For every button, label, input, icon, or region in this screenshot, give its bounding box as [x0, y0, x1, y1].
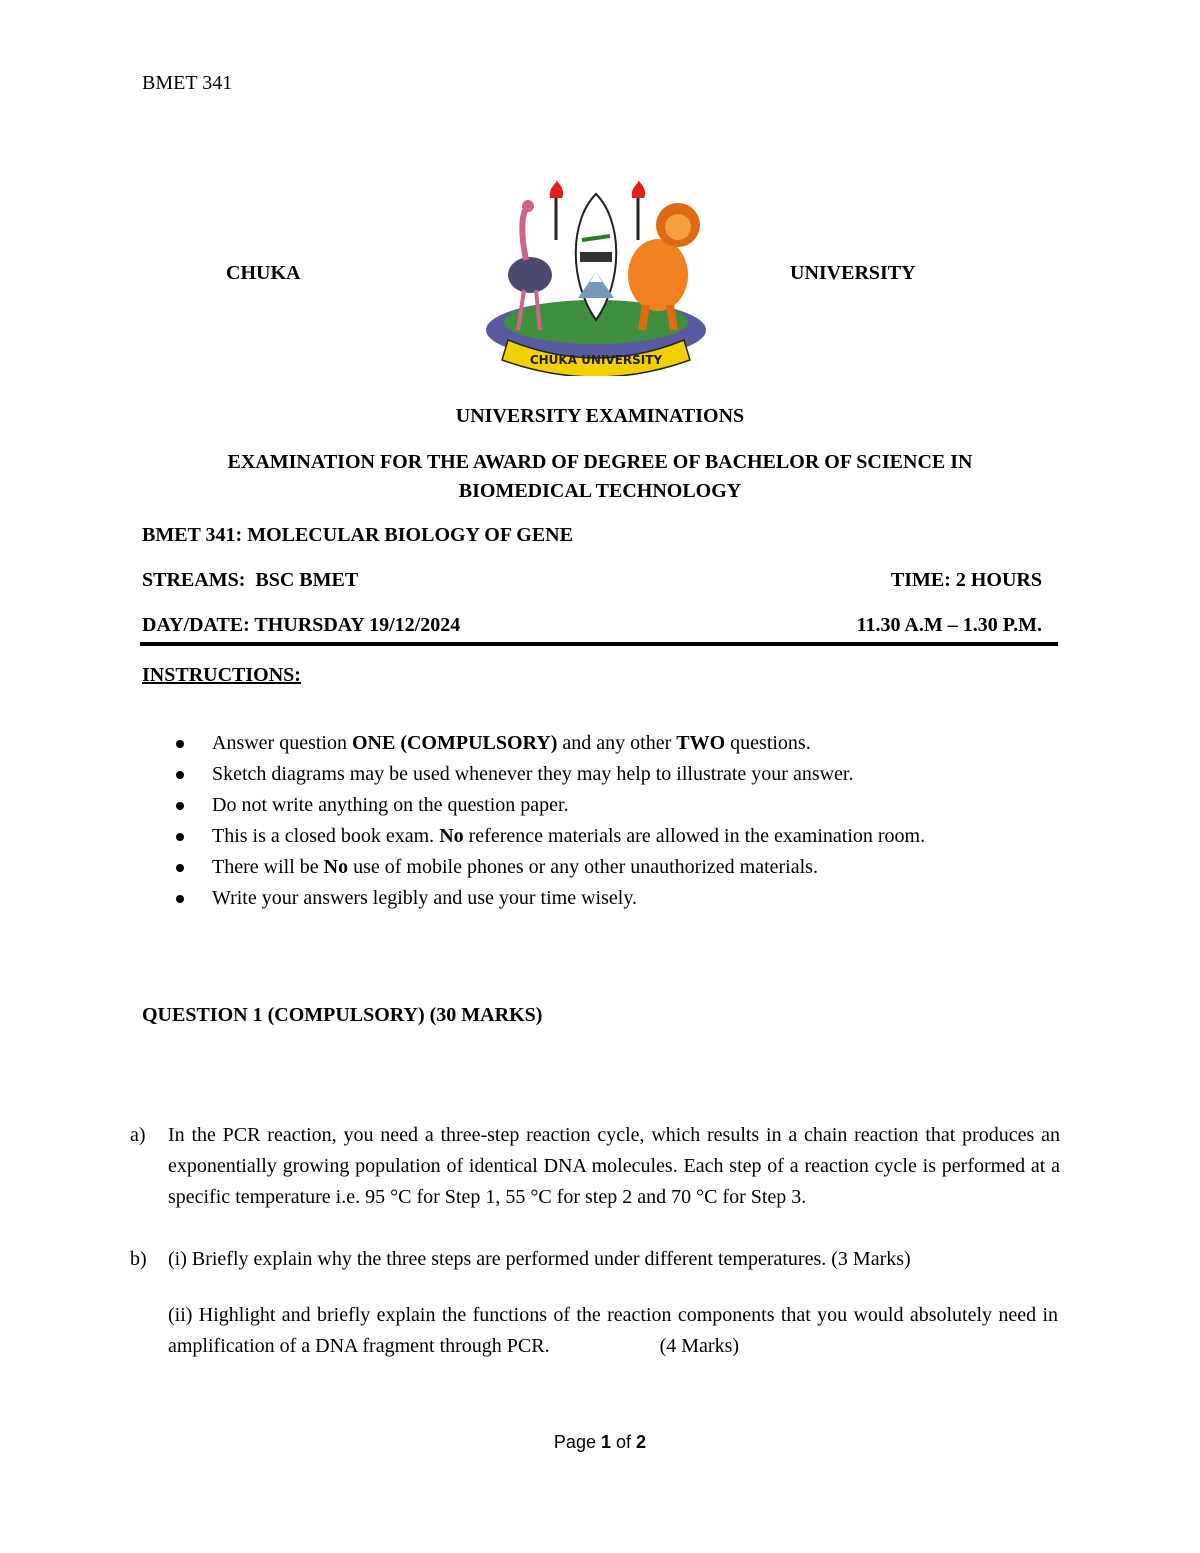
- time-label: TIME: 2 HOURS: [890, 569, 1042, 591]
- instructions-title: INSTRUCTIONS:: [142, 664, 301, 686]
- instruction-item: Do not write anything on the question paper.: [142, 790, 1062, 821]
- question-1b-i-text: (i) Briefly explain why the three steps are performed under different temperatures. (3 Marks): [168, 1248, 911, 1270]
- header-course-code: BMET 341: [142, 72, 233, 94]
- exam-title: UNIVERSITY EXAMINATIONS: [455, 405, 745, 427]
- header-divider: [140, 642, 1058, 646]
- footer-of-word: of: [616, 1432, 632, 1452]
- question-1b-ii: [168, 1300, 1058, 1362]
- instruction-item: Write your answers legibly and use your time wisely.: [142, 883, 1062, 914]
- instructions-list: [142, 728, 1062, 914]
- streams-label: STREAMS: BSC BMET: [142, 569, 359, 591]
- university-crest-logo: [478, 180, 714, 376]
- day-date-label: DAY/DATE: THURSDAY 19/12/2024: [142, 614, 461, 636]
- award-line-2: BIOMEDICAL TECHNOLOGY: [458, 480, 742, 502]
- footer-page-total: 2: [636, 1432, 647, 1452]
- streams-time-row: [142, 569, 1042, 592]
- date-hours-row: [142, 614, 1042, 637]
- question-1b-ii-text: (ii) Highlight and briefly explain the functions of the reaction components that you would absolutely need in amplification of a DNA fragment through PCR.: [168, 1304, 1058, 1357]
- instruction-item: This is a closed book exam. No reference materials are allowed in the examination room.: [142, 821, 1062, 852]
- instruction-item: Answer question ONE (COMPULSORY) and any other TWO questions.: [142, 728, 1062, 759]
- university-name-left: CHUKA: [226, 262, 301, 284]
- question-1a: [130, 1120, 1060, 1213]
- question-1b: [130, 1244, 1060, 1275]
- hours-label: 11.30 A.M – 1.30 P.M.: [856, 614, 1042, 636]
- course-title: BMET 341: MOLECULAR BIOLOGY OF GENE: [142, 524, 573, 546]
- page-footer: [0, 1432, 1200, 1453]
- question-1a-text: In the PCR reaction, you need a three-step reaction cycle, which results in a chain reaction that produces an exponentially growing population of identical DNA molecules. Each step of a reaction cycle is performed at a specific temperature i.e. 95 °C for Step 1, 55 °C for step 2 and 70 °C for Step 3.: [168, 1124, 1060, 1208]
- university-name-right: UNIVERSITY: [790, 262, 916, 284]
- question-1a-label: a): [130, 1124, 146, 1146]
- instruction-item: There will be No use of mobile phones or any other unauthorized materials.: [142, 852, 1062, 883]
- footer-page-number: 1: [600, 1432, 611, 1452]
- question-1b-ii-marks: (4 Marks): [659, 1335, 740, 1357]
- instruction-item: Sketch diagrams may be used whenever they may help to illustrate your answer.: [142, 759, 1062, 790]
- logo-ribbon-text: CHUKA UNIVERSITY: [529, 353, 663, 367]
- footer-page-word: Page: [553, 1432, 596, 1452]
- question-1-title: QUESTION 1 (COMPULSORY) (30 MARKS): [142, 1004, 543, 1026]
- question-1b-label: b): [130, 1248, 147, 1270]
- award-line-1: EXAMINATION FOR THE AWARD OF DEGREE OF BACHELOR OF SCIENCE IN: [227, 451, 973, 473]
